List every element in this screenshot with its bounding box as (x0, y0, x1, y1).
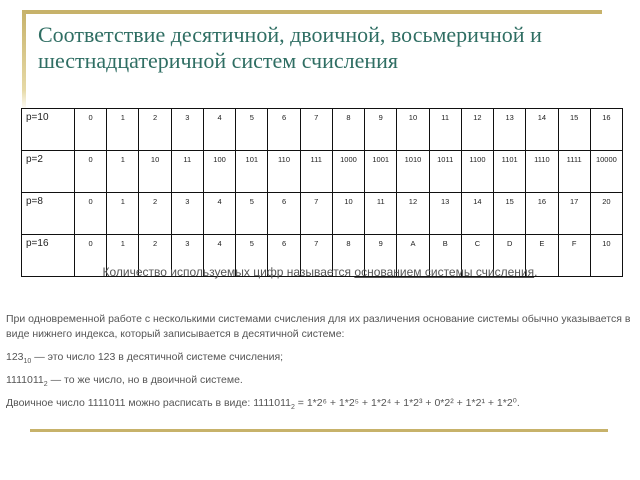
table-cell: C (461, 235, 493, 277)
table-cell: 3 (171, 109, 203, 151)
expansion-number: 1111011 (253, 397, 291, 409)
row-label: p=2 (22, 151, 75, 193)
note-prefix: Количество используемых цифр называется (102, 265, 355, 279)
table-cell: 11 (365, 193, 397, 235)
table-cell: 1110 (526, 151, 558, 193)
top-accent-line (22, 10, 602, 14)
table-cell: 1011 (429, 151, 461, 193)
example-decimal-number: 123 (6, 351, 24, 363)
table-cell: 10 (139, 151, 171, 193)
table-row (22, 109, 623, 151)
table-cell: 6 (268, 109, 300, 151)
table-cell: 5 (236, 193, 268, 235)
table-cell: 0 (75, 235, 107, 277)
table-cell: 14 (461, 193, 493, 235)
table-cell: 5 (236, 109, 268, 151)
table-cell: 2 (139, 193, 171, 235)
subscript-explanation: При одновременной работе с несколькими системами счисления для их различения основание системы обычно указывается в виде нижнего индекса, который записывается в десятичной системе: (6, 313, 631, 340)
row-label: p=10 (22, 109, 75, 151)
example-decimal-text: — это число 123 в десятичной системе счисления; (31, 351, 284, 363)
table-cell: 6 (268, 235, 300, 277)
table-cell: 1 (107, 235, 139, 277)
table-cell: 100 (203, 151, 235, 193)
table-cell: 16 (590, 109, 622, 151)
table-cell: 11 (429, 109, 461, 151)
table-cell: 10000 (590, 151, 622, 193)
table-cell: 15 (558, 109, 590, 151)
table-cell: 4 (203, 235, 235, 277)
binary-expansion (6, 396, 636, 415)
table-cell: 13 (429, 193, 461, 235)
slide-title: Соответствие десятичной, двоичной, восьмеричной и шестнадцатеричной систем счисления (38, 22, 542, 73)
table-cell: 110 (268, 151, 300, 193)
table-cell: 111 (300, 151, 332, 193)
table-cell: 8 (332, 235, 364, 277)
conversion-table (21, 108, 623, 277)
table-cell: 10 (332, 193, 364, 235)
table-cell: 14 (526, 109, 558, 151)
left-accent-line (22, 10, 26, 110)
table-cell: 1001 (365, 151, 397, 193)
table-cell: 12 (461, 109, 493, 151)
table-row (22, 193, 623, 235)
table-cell: 2 (139, 235, 171, 277)
expansion-formula: = 1*2⁶ + 1*2⁵ + 1*2⁴ + 1*2³ + 0*2² + 1*2¹ + 1*2⁰. (294, 397, 520, 409)
bottom-accent-line (30, 429, 608, 432)
table-cell: 0 (75, 193, 107, 235)
table-cell: 1 (107, 193, 139, 235)
table-cell: 10 (397, 109, 429, 151)
table-cell: A (397, 235, 429, 277)
table-cell: 1111 (558, 151, 590, 193)
table-cell: 101 (236, 151, 268, 193)
table-cell: 12 (397, 193, 429, 235)
table-cell: 5 (236, 235, 268, 277)
base-term-link[interactable]: основанием системы счисления (354, 265, 535, 279)
table-cell: 0 (75, 109, 107, 151)
table-cell: B (429, 235, 461, 277)
example-binary-base: 2 (43, 381, 48, 389)
table-cell: 3 (171, 193, 203, 235)
table-cell: F (558, 235, 590, 277)
table-cell: 13 (494, 109, 526, 151)
table-cell: 1000 (332, 151, 364, 193)
table-cell: 9 (365, 109, 397, 151)
table-cell: 15 (494, 193, 526, 235)
table-cell: 4 (203, 193, 235, 235)
table-cell: E (526, 235, 558, 277)
example-binary-number: 1111011 (6, 374, 44, 386)
table-cell: 9 (365, 235, 397, 277)
table-cell: 7 (300, 235, 332, 277)
example-decimal (6, 350, 636, 369)
table-cell: 1 (107, 109, 139, 151)
base-definition-note (0, 265, 640, 279)
table-row (22, 151, 623, 193)
table-cell: 2 (139, 109, 171, 151)
table-cell: 1101 (494, 151, 526, 193)
note-suffix: . (534, 265, 538, 279)
table-cell: 0 (75, 151, 107, 193)
table-cell: 3 (171, 235, 203, 277)
row-label: p=8 (22, 193, 75, 235)
row-label: p=16 (22, 235, 75, 277)
table-cell: D (494, 235, 526, 277)
table-cell: 7 (300, 109, 332, 151)
expansion-prefix: Двоичное число 1111011 можно расписать в виде: (6, 397, 254, 409)
table-cell: 20 (590, 193, 622, 235)
table-cell: 1100 (461, 151, 493, 193)
example-binary (6, 373, 636, 392)
table-cell: 6 (268, 193, 300, 235)
table-cell: 1010 (397, 151, 429, 193)
table-cell: 17 (558, 193, 590, 235)
table-cell: 16 (526, 193, 558, 235)
expansion-base: 2 (290, 404, 295, 412)
example-binary-text: — то же число, но в двоичной системе. (47, 374, 243, 386)
table-cell: 11 (171, 151, 203, 193)
example-decimal-base: 10 (23, 358, 32, 366)
table-cell: 7 (300, 193, 332, 235)
table-cell: 4 (203, 109, 235, 151)
table-cell: 1 (107, 151, 139, 193)
table-cell: 10 (590, 235, 622, 277)
table-cell: 8 (332, 109, 364, 151)
